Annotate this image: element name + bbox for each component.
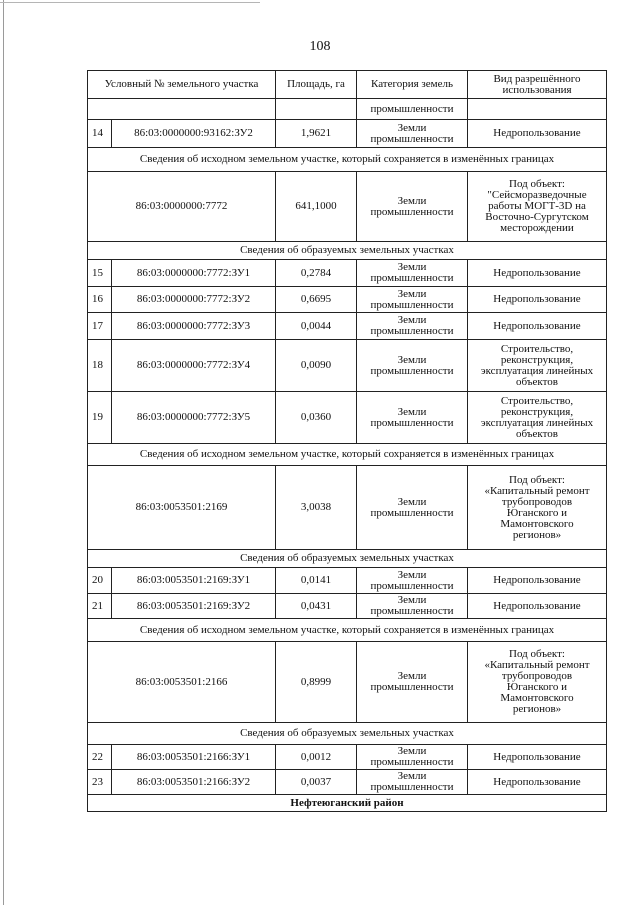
cell-land-category: Земли промышленности <box>357 287 468 313</box>
cell-land-category: Земли промышленности <box>357 642 468 723</box>
section-title: Сведения об исходном земельном участке, который сохраняется в изменённых границах <box>88 619 607 642</box>
cell-row-number: 14 <box>88 120 112 148</box>
header-land-category: Категория земель <box>357 71 468 99</box>
table-row <box>88 594 607 619</box>
cell-permitted-use: Недропользование <box>468 594 607 619</box>
cell-land-category: Земли промышленности <box>357 120 468 148</box>
cell-area: 1,9621 <box>276 120 357 148</box>
cell-plot-number: 86:03:0000000:7772:ЗУ1 <box>112 260 276 287</box>
cell-continuation-empty <box>88 99 276 120</box>
cell-land-category: Земли промышленности <box>357 594 468 619</box>
cell-land-category: Земли промышленности <box>357 568 468 594</box>
land-plots-table <box>87 70 607 812</box>
cell-land-category: Земли промышленности <box>357 745 468 770</box>
section-title: Сведения об образуемых земельных участках <box>88 242 607 260</box>
header-area: Площадь, га <box>276 71 357 99</box>
cell-plot-number: 86:03:0000000:7772:ЗУ5 <box>112 392 276 444</box>
section-header-row <box>88 619 607 642</box>
cell-permitted-use: Недропользование <box>468 260 607 287</box>
cell-land-category: Земли промышленности <box>357 770 468 795</box>
cell-permitted-use: Под объект: «Капитальный ремонт трубопроводов Юганского и Мамонтовского регионов» <box>468 642 607 723</box>
cell-continuation-category: промышленности <box>357 99 468 120</box>
source-plot-row <box>88 172 607 242</box>
table-row <box>88 260 607 287</box>
page-number: 108 <box>309 39 331 54</box>
cell-permitted-use: Недропользование <box>468 745 607 770</box>
table-row <box>88 340 607 392</box>
section-title: Сведения об образуемых земельных участках <box>88 723 607 745</box>
cell-permitted-use: Строительство, реконструкция, эксплуатация линейных объектов <box>468 392 607 444</box>
cell-permitted-use: Под объект: «Капитальный ремонт трубопроводов Юганского и Мамонтовского регионов» <box>468 466 607 550</box>
cell-area: 0,6695 <box>276 287 357 313</box>
cell-continuation-empty <box>276 99 357 120</box>
cell-row-number: 21 <box>88 594 112 619</box>
cell-plot-number: 86:03:0053501:2169 <box>88 466 276 550</box>
cell-plot-number: 86:03:0053501:2169:ЗУ2 <box>112 594 276 619</box>
cell-row-number: 20 <box>88 568 112 594</box>
cell-area: 0,2784 <box>276 260 357 287</box>
cell-permitted-use: Недропользование <box>468 568 607 594</box>
cell-plot-number: 86:03:0053501:2166 <box>88 642 276 723</box>
cell-area: 0,0012 <box>276 745 357 770</box>
cell-permitted-use: Недропользование <box>468 287 607 313</box>
cell-land-category: Земли промышленности <box>357 340 468 392</box>
table-header-row <box>88 71 607 99</box>
cell-land-category: Земли промышленности <box>357 260 468 287</box>
cell-continuation-empty <box>468 99 607 120</box>
cell-plot-number: 86:03:0000000:7772:ЗУ4 <box>112 340 276 392</box>
cell-land-category: Земли промышленности <box>357 392 468 444</box>
scan-edge-left <box>3 0 4 905</box>
cell-row-number: 23 <box>88 770 112 795</box>
section-title: Сведения об исходном земельном участке, который сохраняется в изменённых границах <box>88 148 607 172</box>
cell-plot-number: 86:03:0000000:7772:ЗУ3 <box>112 313 276 340</box>
cell-row-number: 19 <box>88 392 112 444</box>
cell-land-category: Земли промышленности <box>357 313 468 340</box>
table-row-continuation <box>88 99 607 120</box>
section-header-row <box>88 550 607 568</box>
section-header-row <box>88 148 607 172</box>
source-plot-row <box>88 466 607 550</box>
cell-permitted-use: Недропользование <box>468 313 607 340</box>
cell-plot-number: 86:03:0053501:2166:ЗУ1 <box>112 745 276 770</box>
table-row <box>88 313 607 340</box>
section-title: Сведения об образуемых земельных участках <box>88 550 607 568</box>
cell-plot-number: 86:03:0053501:2169:ЗУ1 <box>112 568 276 594</box>
table-body <box>88 99 607 812</box>
cell-row-number: 22 <box>88 745 112 770</box>
section-header-row <box>88 242 607 260</box>
cell-row-number: 16 <box>88 287 112 313</box>
cell-plot-number: 86:03:0000000:93162:ЗУ2 <box>112 120 276 148</box>
table-row <box>88 392 607 444</box>
scan-edge-top <box>0 2 260 3</box>
section-title: Сведения об исходном земельном участке, который сохраняется в изменённых границах <box>88 444 607 466</box>
source-plot-row <box>88 642 607 723</box>
cell-area: 0,0431 <box>276 594 357 619</box>
table-row <box>88 568 607 594</box>
cell-area: 641,1000 <box>276 172 357 242</box>
cell-land-category: Земли промышленности <box>357 466 468 550</box>
cell-plot-number: 86:03:0000000:7772 <box>88 172 276 242</box>
cell-permitted-use: Под объект: "Сейсморазведочные работы МОГТ-3D на Восточно-Сургутском месторождении <box>468 172 607 242</box>
table-row <box>88 770 607 795</box>
cell-area: 0,0037 <box>276 770 357 795</box>
cell-row-number: 17 <box>88 313 112 340</box>
cell-area: 0,8999 <box>276 642 357 723</box>
section-header-row <box>88 444 607 466</box>
cell-area: 0,0360 <box>276 392 357 444</box>
district-title: Нефтеюганский район <box>88 795 607 812</box>
cell-area: 3,0038 <box>276 466 357 550</box>
district-row <box>88 795 607 812</box>
header-land-plot-number: Условный № земельного участка <box>88 71 276 99</box>
cell-permitted-use: Недропользование <box>468 770 607 795</box>
cell-plot-number: 86:03:0000000:7772:ЗУ2 <box>112 287 276 313</box>
cell-row-number: 15 <box>88 260 112 287</box>
cell-plot-number: 86:03:0053501:2166:ЗУ2 <box>112 770 276 795</box>
header-permitted-use: Вид разрешённого использования <box>468 71 607 99</box>
cell-row-number: 18 <box>88 340 112 392</box>
cell-area: 0,0044 <box>276 313 357 340</box>
section-header-row <box>88 723 607 745</box>
table-row <box>88 120 607 148</box>
table-row <box>88 745 607 770</box>
table-row <box>88 287 607 313</box>
cell-area: 0,0090 <box>276 340 357 392</box>
cell-permitted-use: Строительство, реконструкция, эксплуатация линейных объектов <box>468 340 607 392</box>
cell-land-category: Земли промышленности <box>357 172 468 242</box>
cell-permitted-use: Недропользование <box>468 120 607 148</box>
cell-area: 0,0141 <box>276 568 357 594</box>
